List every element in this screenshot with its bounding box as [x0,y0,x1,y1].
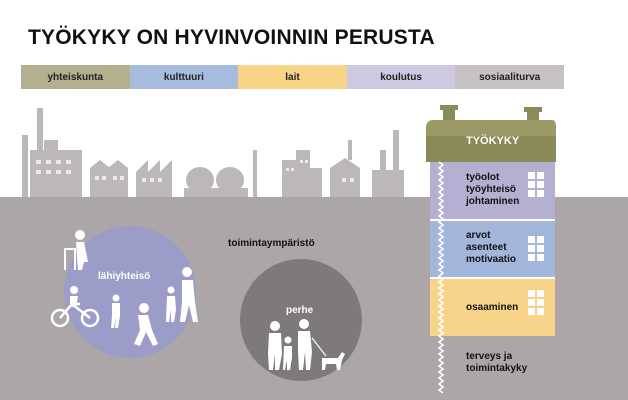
category-label: yhteiskunta [47,71,104,83]
floor-arvot [466,230,516,266]
category-label: koulutus [380,71,422,83]
building-title: TYÖKYKY [466,135,520,147]
floor-line: arvot [466,230,491,241]
floor-osaaminen [466,302,518,313]
perhe-label: perhe [286,305,314,316]
floor-line: johtaminen [466,196,520,207]
category-label: lait [285,71,300,83]
page-title: TYÖKYKY ON HYVINVOINNIN PERUSTA [28,26,435,49]
floor-line: työolot [466,172,500,183]
foundation-line: terveys ja [466,351,513,362]
category-label: sosiaaliturva [479,71,541,83]
foundation-line: toimintakyky [466,363,528,374]
floor-line: motivaatio [466,254,517,265]
city-skyline-icon [22,108,404,197]
floor-line: työyhteisö [466,184,517,195]
environment-label: toimintaympäristö [228,238,315,249]
floor-tyoolot [466,172,519,208]
floor-line: asenteet [466,242,507,253]
foundation-label [466,351,527,375]
floor-line: osaaminen [466,302,519,313]
category-label: kulttuuri [163,71,204,83]
lahiyhteiso-label: lähiyhteisö [98,271,151,282]
